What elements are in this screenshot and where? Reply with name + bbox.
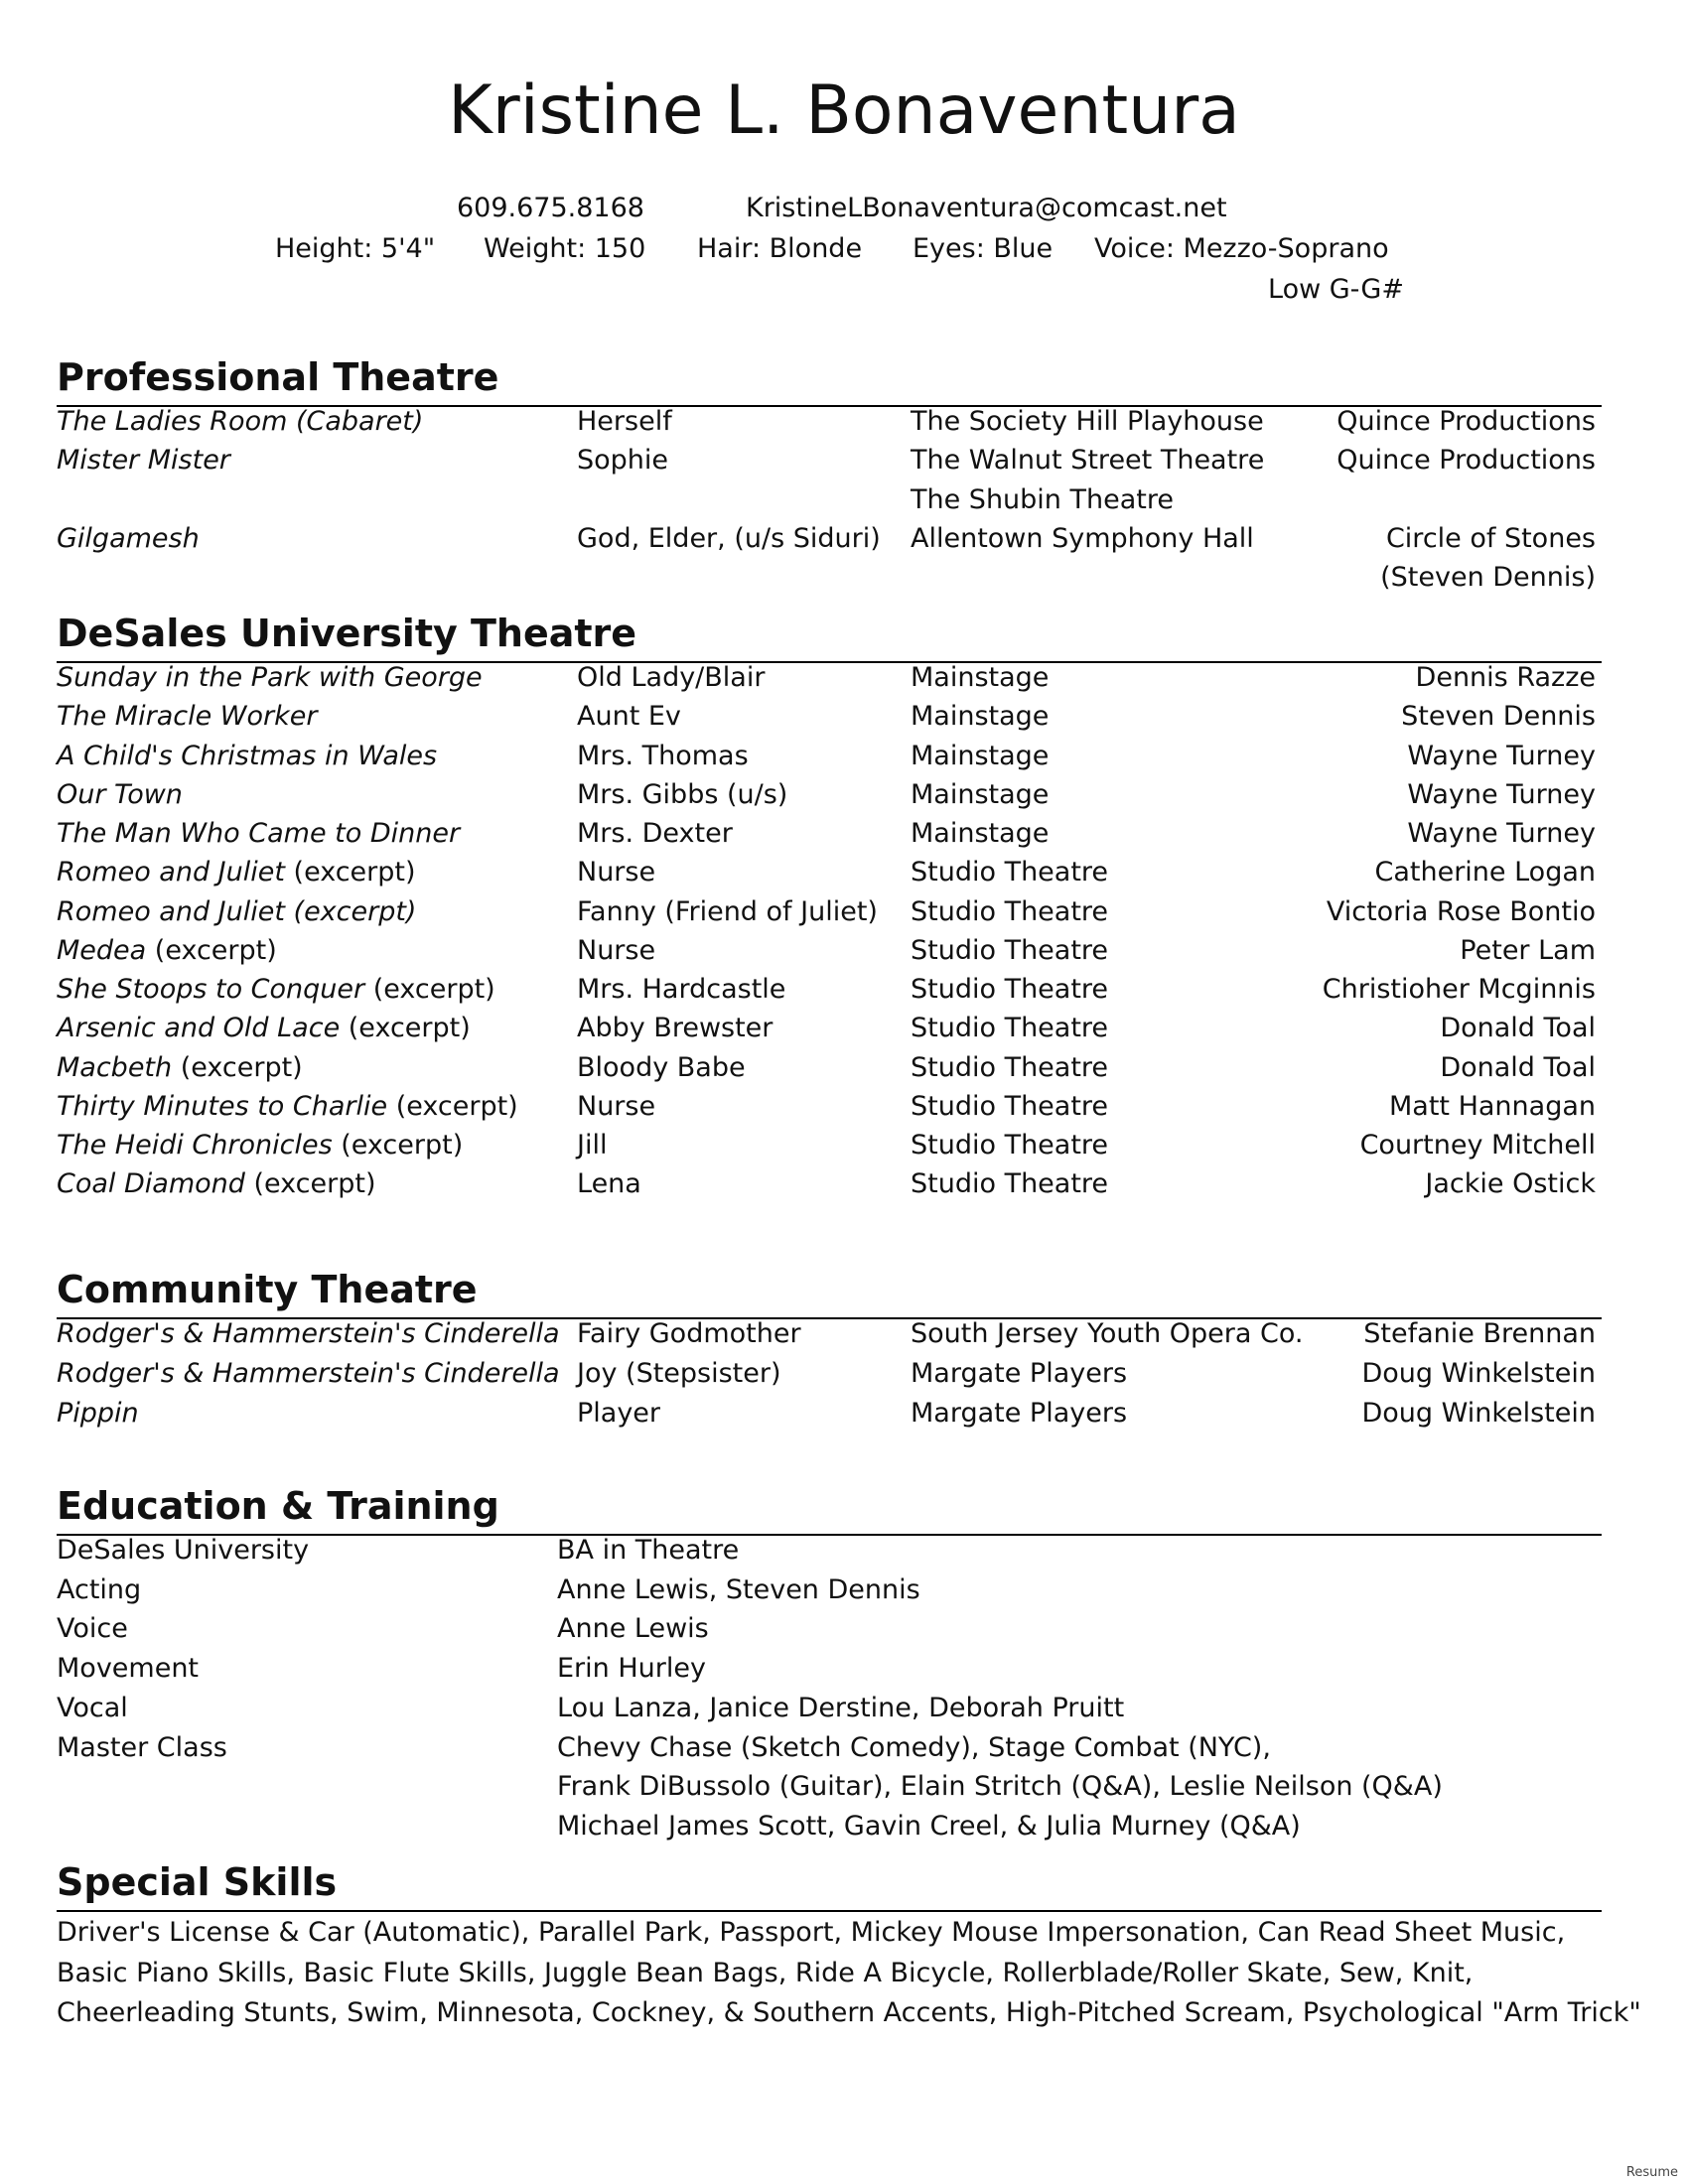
- show-title-cell: [57, 737, 437, 776]
- director-cell: Christioher Mcginnis: [1322, 974, 1596, 1005]
- show-title: The Heidi Chronicles: [57, 1130, 333, 1160]
- role-cell: Old Lady/Blair: [577, 662, 766, 693]
- special-skills-text: [57, 1913, 1641, 2034]
- education-row: [57, 1609, 1596, 1649]
- show-title-cell: [57, 1394, 139, 1433]
- show-title: Romeo and Juliet: [57, 857, 285, 888]
- show-title-cell: [57, 892, 416, 932]
- credit-row: [57, 775, 1596, 815]
- education-label: Vocal: [57, 1692, 128, 1723]
- role-cell: God, Elder, (u/s Siduri): [577, 522, 881, 554]
- venue-cell: Mainstage: [911, 662, 1050, 693]
- director-cell: Wayne Turney: [1407, 778, 1596, 810]
- venue-cell: Studio Theatre: [911, 857, 1109, 888]
- education-value: Michael James Scott, Gavin Creel, & Julia Murney (Q&A): [557, 1810, 1301, 1842]
- skills-line: Cheerleading Stunts, Swim, Minnesota, Cockney, & Southern Accents, High-Pitched Scream, Psychological "Arm Trick": [57, 1997, 1641, 2028]
- education-row: [57, 1807, 1596, 1846]
- credit-row: [57, 1394, 1596, 1433]
- show-note: (excerpt): [332, 1130, 464, 1160]
- education-row: [57, 1531, 1596, 1570]
- show-title-cell: [57, 402, 423, 442]
- credit-row: [57, 1314, 1596, 1354]
- credit-row: [57, 402, 1596, 442]
- show-title: Medea: [57, 934, 147, 966]
- venue-cell: Mainstage: [911, 818, 1050, 849]
- director-cell: Wayne Turney: [1407, 740, 1596, 771]
- education-label: Master Class: [57, 1731, 227, 1763]
- show-title-cell: [57, 1164, 376, 1204]
- credit-row: [57, 480, 1596, 520]
- director-cell: Jackie Ostick: [1425, 1168, 1596, 1200]
- education-value: Frank DiBussolo (Guitar), Elain Stritch (Q&A), Leslie Neilson (Q&A): [557, 1771, 1443, 1803]
- stat-voice: Voice: Mezzo-Soprano: [1094, 233, 1389, 264]
- venue-cell: Studio Theatre: [911, 1013, 1109, 1044]
- role-cell: Bloody Babe: [577, 1051, 746, 1083]
- show-title-cell: [57, 931, 277, 971]
- show-title: Macbeth: [57, 1051, 173, 1083]
- show-note: (excerpt): [244, 1168, 376, 1200]
- venue-cell: South Jersey Youth Opera Co.: [911, 1318, 1304, 1349]
- education-row: [57, 1649, 1596, 1689]
- credit-row: [57, 1126, 1596, 1165]
- director-cell: Quince Productions: [1336, 445, 1596, 477]
- director-cell: Doug Winkelstein: [1361, 1358, 1596, 1389]
- venue-cell: The Walnut Street Theatre: [911, 445, 1265, 477]
- role-cell: Joy (Stepsister): [577, 1358, 781, 1389]
- show-note: (excerpt): [340, 1013, 471, 1044]
- venue-cell: Studio Theatre: [911, 934, 1109, 966]
- show-title-cell: [57, 1354, 560, 1394]
- resume-name: Kristine L. Bonaventura: [448, 71, 1240, 150]
- director-cell: Courtney Mitchell: [1359, 1130, 1596, 1160]
- show-title: Romeo and Juliet (excerpt): [57, 895, 417, 927]
- show-title-cell: [57, 814, 460, 854]
- show-title: Coal Diamond: [57, 1168, 245, 1200]
- venue-cell: Studio Theatre: [911, 974, 1109, 1005]
- show-title-cell: [57, 658, 483, 698]
- section-title-desales: DeSales University Theatre: [57, 612, 637, 655]
- venue-cell: Mainstage: [911, 778, 1050, 810]
- section-divider: [57, 1910, 1602, 1912]
- venue-cell: Mainstage: [911, 740, 1050, 771]
- role-cell: Sophie: [577, 445, 669, 477]
- venue-cell: Studio Theatre: [911, 895, 1109, 927]
- director-cell: Catherine Logan: [1374, 857, 1596, 888]
- credit-row: [57, 441, 1596, 480]
- show-note: (excerpt): [364, 974, 495, 1005]
- director-cell: Donald Toal: [1440, 1051, 1596, 1083]
- venue-cell: The Shubin Theatre: [911, 483, 1174, 515]
- show-title-cell: [57, 1048, 303, 1088]
- role-cell: Fairy Godmother: [577, 1318, 801, 1349]
- role-cell: Nurse: [577, 1090, 656, 1122]
- show-title-cell: [57, 1009, 471, 1048]
- credit-row: [57, 970, 1596, 1010]
- director-cell: Quince Productions: [1336, 406, 1596, 437]
- show-title: Sunday in the Park with George: [57, 662, 483, 693]
- credit-row: [57, 1009, 1596, 1048]
- role-cell: Aunt Ev: [577, 701, 681, 733]
- director-cell: Victoria Rose Bontio: [1326, 895, 1596, 927]
- stat-hair: Hair: Blonde: [697, 233, 863, 264]
- role-cell: Nurse: [577, 934, 656, 966]
- venue-cell: Allentown Symphony Hall: [911, 522, 1254, 554]
- show-note: (excerpt): [387, 1090, 518, 1122]
- education-value: Lou Lanza, Janice Derstine, Deborah Pruitt: [557, 1692, 1125, 1723]
- role-cell: Mrs. Gibbs (u/s): [577, 778, 788, 810]
- venue-cell: Studio Theatre: [911, 1051, 1109, 1083]
- credit-row: [57, 519, 1596, 559]
- venue-cell: Studio Theatre: [911, 1130, 1109, 1160]
- skills-line: Driver's License & Car (Automatic), Parallel Park, Passport, Mickey Mouse Impersonation, Can Read Sheet Music,: [57, 1917, 1566, 1948]
- education-value: Erin Hurley: [557, 1653, 706, 1685]
- director-cell: Donald Toal: [1440, 1013, 1596, 1044]
- section-title-education: Education & Training: [57, 1484, 499, 1528]
- show-title: Arsenic and Old Lace: [57, 1013, 341, 1044]
- show-title-cell: [57, 775, 183, 815]
- show-title: Mister Mister: [57, 445, 230, 477]
- show-title: She Stoops to Conquer: [57, 974, 365, 1005]
- education-value: Anne Lewis, Steven Dennis: [557, 1573, 920, 1605]
- show-title: Thirty Minutes to Charlie: [57, 1090, 388, 1122]
- venue-cell: Margate Players: [911, 1398, 1128, 1429]
- skills-line: Basic Piano Skills, Basic Flute Skills, Juggle Bean Bags, Ride A Bicycle, Rollerblade/Roller Skate, Sew, Knit,: [57, 1957, 1474, 1988]
- director-cell: (Steven Dennis): [1380, 562, 1596, 593]
- show-note: (excerpt): [284, 857, 416, 888]
- education-value: BA in Theatre: [557, 1535, 740, 1566]
- credit-row: [57, 558, 1596, 598]
- credit-row: [57, 1354, 1596, 1394]
- show-note: (excerpt): [146, 934, 277, 966]
- stat-weight: Weight: 150: [484, 233, 646, 264]
- show-title: A Child's Christmas in Wales: [57, 740, 438, 771]
- director-cell: Circle of Stones: [1385, 522, 1596, 554]
- credit-row: [57, 853, 1596, 892]
- section-title-community: Community Theatre: [57, 1268, 478, 1311]
- show-title: Rodger's & Hammerstein's Cinderella: [57, 1358, 560, 1389]
- education-label: Voice: [57, 1613, 128, 1645]
- role-cell: Mrs. Thomas: [577, 740, 749, 771]
- role-cell: Fanny (Friend of Juliet): [577, 895, 878, 927]
- show-note: (excerpt): [172, 1051, 303, 1083]
- venue-cell: Mainstage: [911, 701, 1050, 733]
- education-row: [57, 1767, 1596, 1807]
- credit-row: [57, 931, 1596, 971]
- role-cell: Nurse: [577, 857, 656, 888]
- show-title: Rodger's & Hammerstein's Cinderella: [57, 1318, 560, 1349]
- contact-phone: 609.675.8168: [457, 193, 644, 223]
- education-value: Anne Lewis: [557, 1613, 709, 1645]
- stat-eyes: Eyes: Blue: [913, 233, 1054, 264]
- director-cell: Matt Hannagan: [1388, 1090, 1596, 1122]
- director-cell: Peter Lam: [1460, 934, 1596, 966]
- show-title: The Ladies Room (Cabaret): [57, 406, 424, 437]
- education-label: Acting: [57, 1573, 142, 1605]
- venue-cell: Margate Players: [911, 1358, 1128, 1389]
- director-cell: Doug Winkelstein: [1361, 1398, 1596, 1429]
- show-title-cell: [57, 1314, 560, 1354]
- director-cell: Steven Dennis: [1401, 701, 1596, 733]
- show-title-cell: [57, 853, 416, 892]
- venue-cell: The Society Hill Playhouse: [911, 406, 1264, 437]
- role-cell: Mrs. Hardcastle: [577, 974, 786, 1005]
- credit-row: [57, 1164, 1596, 1204]
- role-cell: Herself: [577, 406, 672, 437]
- show-title: Gilgamesh: [57, 522, 200, 554]
- role-cell: Mrs. Dexter: [577, 818, 733, 849]
- stat-height: Height: 5'4": [275, 233, 436, 264]
- credit-row: [57, 737, 1596, 776]
- director-cell: Stefanie Brennan: [1363, 1318, 1596, 1349]
- show-title-cell: [57, 697, 317, 737]
- footer-label: Resume: [1625, 2165, 1678, 2180]
- section-title-skills: Special Skills: [57, 1860, 338, 1904]
- show-title: The Man Who Came to Dinner: [57, 818, 461, 849]
- credit-row: [57, 814, 1596, 854]
- role-cell: Abby Brewster: [577, 1013, 774, 1044]
- role-cell: Player: [577, 1398, 661, 1429]
- education-label: DeSales University: [57, 1535, 310, 1566]
- credit-row: [57, 658, 1596, 698]
- education-row: [57, 1728, 1596, 1768]
- show-title-cell: [57, 441, 230, 480]
- credit-row: [57, 697, 1596, 737]
- show-title-cell: [57, 970, 495, 1010]
- show-title: Our Town: [57, 778, 183, 810]
- show-title: The Miracle Worker: [57, 701, 318, 733]
- venue-cell: Studio Theatre: [911, 1090, 1109, 1122]
- education-row: [57, 1570, 1596, 1610]
- show-title-cell: [57, 1087, 518, 1127]
- credit-row: [57, 1048, 1596, 1088]
- role-cell: Lena: [577, 1168, 641, 1200]
- credit-row: [57, 892, 1596, 932]
- show-title-cell: [57, 1126, 463, 1165]
- venue-cell: Studio Theatre: [911, 1168, 1109, 1200]
- credit-row: [57, 1087, 1596, 1127]
- education-value: Chevy Chase (Sketch Comedy), Stage Combat (NYC),: [557, 1731, 1271, 1763]
- role-cell: Jill: [577, 1130, 608, 1160]
- contact-email: KristineLBonaventura@comcast.net: [746, 193, 1227, 223]
- show-title: Pippin: [57, 1398, 139, 1429]
- director-cell: Dennis Razze: [1415, 662, 1596, 693]
- section-title-professional: Professional Theatre: [57, 355, 499, 399]
- stat-vocal-range: Low G-G#: [1268, 274, 1404, 305]
- education-label: Movement: [57, 1653, 200, 1685]
- director-cell: Wayne Turney: [1407, 818, 1596, 849]
- show-title-cell: [57, 519, 200, 559]
- education-row: [57, 1689, 1596, 1728]
